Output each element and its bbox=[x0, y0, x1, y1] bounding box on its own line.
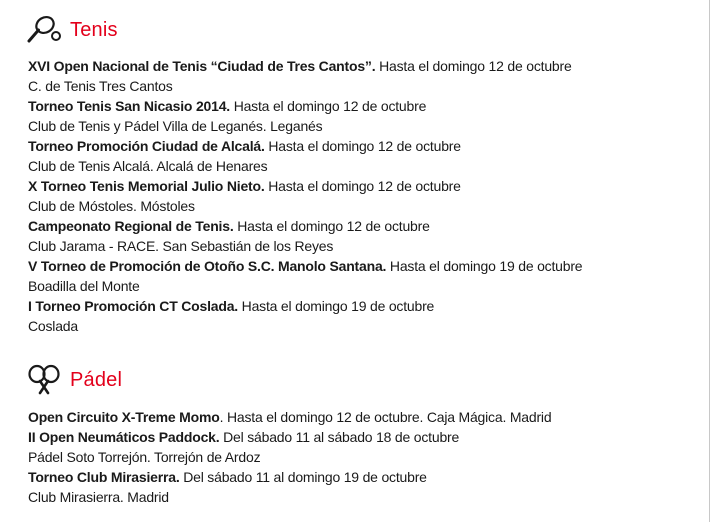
padel-rackets-icon bbox=[26, 364, 62, 396]
event-date: . Hasta el domingo 12 de octubre. Caja Mágica. Madrid bbox=[219, 409, 552, 425]
event-title-line bbox=[28, 216, 582, 236]
event-venue: Club de Tenis Alcalá. Alcalá de Henares bbox=[28, 158, 268, 174]
event-name: Torneo Promoción Ciudad de Alcalá. bbox=[28, 138, 265, 154]
event-date: Hasta el domingo 12 de octubre bbox=[375, 58, 572, 74]
event-name: X Torneo Tenis Memorial Julio Nieto. bbox=[28, 178, 265, 194]
event-date: Hasta el domingo 12 de octubre bbox=[264, 138, 461, 154]
event-title-line bbox=[28, 467, 551, 487]
event-name: Torneo Club Mirasierra. bbox=[28, 469, 180, 485]
event-title-line bbox=[28, 296, 582, 316]
event-venue: Club de Tenis y Pádel Villa de Leganés. Leganés bbox=[28, 118, 323, 134]
section-title-tenis: Tenis bbox=[70, 18, 118, 41]
event-date: Hasta el domingo 19 de octubre bbox=[386, 258, 583, 274]
event-name: II Open Neumáticos Paddock. bbox=[28, 429, 220, 445]
event-venue: Pádel Soto Torrejón. Torrejón de Ardoz bbox=[28, 449, 261, 465]
event-name: XVI Open Nacional de Tenis “Ciudad de Tres Cantos”. bbox=[28, 58, 376, 74]
event-title-line bbox=[28, 136, 582, 156]
tenis-event-list bbox=[28, 56, 582, 336]
event-name: I Torneo Promoción CT Coslada. bbox=[28, 298, 238, 314]
section-title-padel: Pádel bbox=[70, 368, 123, 391]
event-title-line bbox=[28, 256, 582, 276]
event-name: V Torneo de Promoción de Otoño S.C. Manolo Santana. bbox=[28, 258, 387, 274]
event-venue: Club de Móstoles. Móstoles bbox=[28, 198, 195, 214]
event-title-line bbox=[28, 176, 582, 196]
event-venue: Coslada bbox=[28, 318, 78, 334]
event-date: Hasta el domingo 12 de octubre bbox=[233, 218, 430, 234]
event-date: Hasta el domingo 12 de octubre bbox=[264, 178, 461, 194]
event-title-line bbox=[28, 56, 582, 76]
tennis-racket-ball-icon bbox=[26, 14, 62, 46]
tenis-header bbox=[26, 14, 118, 46]
event-title-line bbox=[28, 427, 551, 447]
event-name: Torneo Tenis San Nicasio 2014. bbox=[28, 98, 230, 114]
padel-event-list bbox=[28, 407, 551, 507]
event-venue: Club Jarama - RACE. San Sebastián de los Reyes bbox=[28, 238, 334, 254]
event-date: Del sábado 11 al domingo 19 de octubre bbox=[179, 469, 427, 485]
event-title-line bbox=[28, 407, 551, 427]
padel-header bbox=[26, 364, 122, 396]
event-venue: Club Mirasierra. Madrid bbox=[28, 489, 169, 505]
event-date: Hasta el domingo 12 de octubre bbox=[230, 98, 427, 114]
event-date: Del sábado 11 al sábado 18 de octubre bbox=[219, 429, 460, 445]
event-title-line bbox=[28, 96, 582, 116]
event-date: Hasta el domingo 19 de octubre bbox=[237, 298, 435, 314]
event-venue: Boadilla del Monte bbox=[28, 278, 140, 294]
event-name: Campeonato Regional de Tenis. bbox=[28, 218, 234, 234]
event-venue: C. de Tenis Tres Cantos bbox=[28, 78, 173, 94]
event-name: Open Circuito X-Treme Momo bbox=[28, 409, 220, 425]
